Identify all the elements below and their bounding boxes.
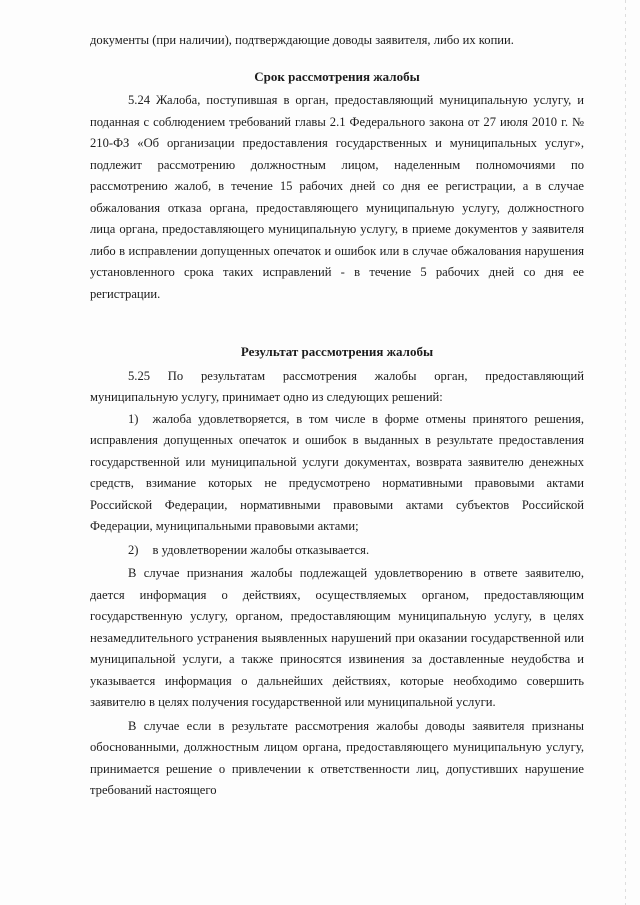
paragraph-satisfaction: В случае признания жалобы подлежащей удовлетворению в ответе заявителю, дается информация о действиях, осуществляемых органом, предоставляющим государственную услугу, органом, предоставляющим муниципальную услугу, в целях незамедлительного устранения выявленных нарушений при оказании государственной или муниципальной услуги, а также приносятся извинения за доставленные неудобства и указывается информация о дальнейших действиях, которые необходимо совершить заявителю в целях получения государственной или муниципальной услуги. xyxy=(90,566,584,709)
paragraph-responsibility: В случае если в результате рассмотрения жалобы доводы заявителя признаны обоснованными, должностным лицом органа, предоставляющего муниципальную услугу, принимается решение о привлечении к ответственности лиц, допустивших нарушение требований настоящего xyxy=(90,718,584,797)
list-item-number: 2) xyxy=(128,542,139,557)
paragraph-5-25-intro: 5.25 По результатам рассмотрения жалобы орган, предоставляющий муниципальную услугу, принимает одно из следующих решений: xyxy=(90,368,584,404)
top-line: документы (при наличии), подтверждающие доводы заявителя, либо их копии. xyxy=(90,33,514,47)
section-heading-review-period: Срок рассмотрения жалобы xyxy=(254,68,420,84)
list-item-text: в удовлетворении жалобы отказывается. xyxy=(152,542,370,557)
paragraph-5-24: 5.24 Жалоба, поступившая в орган, предоставляющий муниципальную услугу, и поданная с соблюдением требований главы 2.1 Федерального закона от 27 июля 2010 г. № 210-ФЗ «Об организации предоставления государственных и муниципальных услуг», подлежит рассмотрению должностным лицом, наделенным полномочиями по рассмотрению жалоб, в течение 15 рабочих дней со дня ее регистрации, а в случае обжалования отказа органа, предоставляющего муниципальную услугу, должностного лица органа, предоставляющего муниципальную услугу, в приеме документов у заявителя либо в исправлении допущенных опечаток и ошибок или в случае обжалования нарушения установленного срока таких исправлений - в течение 5 рабочих дней со дня ее регистрации. xyxy=(90,93,584,301)
section-heading-review-result: Результат рассмотрения жалобы xyxy=(240,344,434,359)
list-item-2 xyxy=(90,540,584,562)
document-body xyxy=(90,30,584,802)
scan-edge-artifact xyxy=(625,0,626,905)
list-item-text: жалоба удовлетворяется, в том числе в форме отмены принятого решения, исправления допущенных опечаток и ошибок в выданных в результате предоставления государственной или муниципальной услуги документах, возврата заявителю денежных средств, взимание которых не предусмотрено нормативными правовыми актами Российской Федерации, нормативными правовыми актами субъектов Российской Федерации, муниципальными правовыми актами; xyxy=(90,411,584,533)
list-item-number: 1) xyxy=(128,411,139,426)
list-item-1 xyxy=(90,409,584,538)
